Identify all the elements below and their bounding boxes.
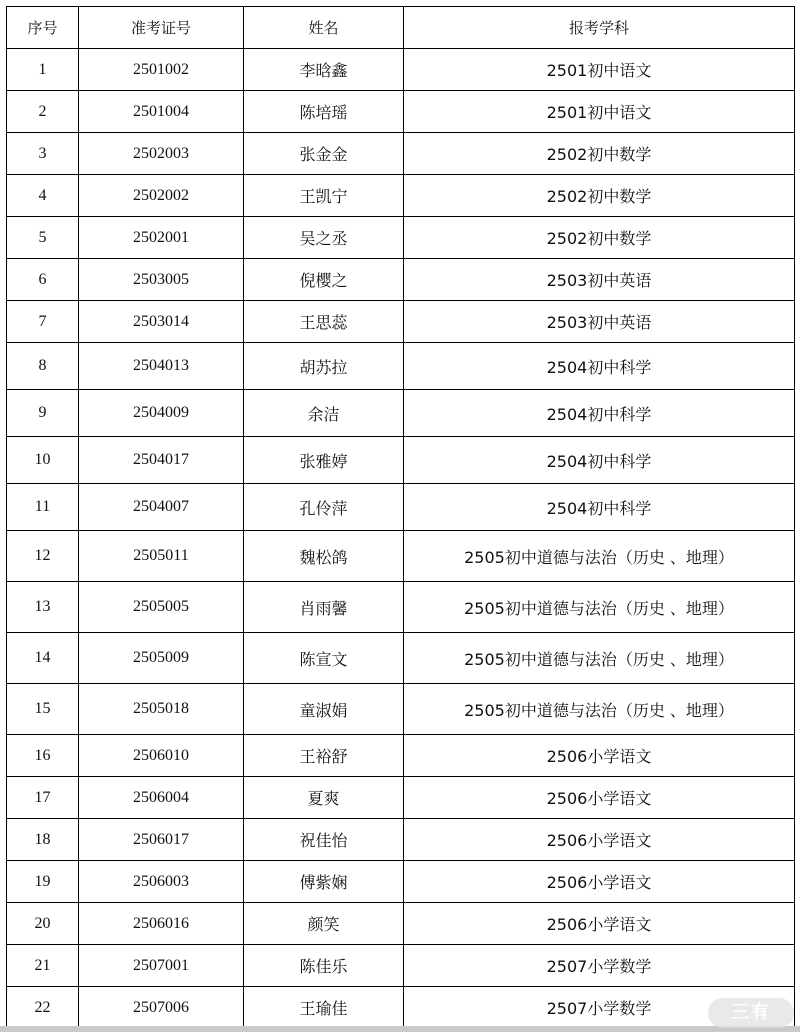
cell-serial-no: 18 — [7, 819, 79, 861]
bottom-scroll-edge — [0, 1026, 800, 1032]
cell-name: 张雅婷 — [244, 437, 404, 484]
cell-subject: 2501初中语文 — [404, 49, 795, 91]
table-row — [7, 531, 795, 582]
cell-subject: 2502初中数学 — [404, 133, 795, 175]
cell-name: 祝佳怡 — [244, 819, 404, 861]
cell-serial-no: 2 — [7, 91, 79, 133]
table-row — [7, 684, 795, 735]
cell-name: 倪樱之 — [244, 259, 404, 301]
cell-serial-no: 21 — [7, 945, 79, 987]
cell-exam-id: 2501004 — [79, 91, 244, 133]
cell-exam-id: 2504009 — [79, 390, 244, 437]
cell-name: 胡苏拉 — [244, 343, 404, 390]
cell-serial-no: 12 — [7, 531, 79, 582]
cell-exam-id: 2506003 — [79, 861, 244, 903]
cell-serial-no: 5 — [7, 217, 79, 259]
cell-exam-id: 2506010 — [79, 735, 244, 777]
cell-subject: 2505初中道德与法治（历史 、地理） — [404, 582, 795, 633]
table-row — [7, 49, 795, 91]
cell-serial-no: 17 — [7, 777, 79, 819]
cell-subject: 2506小学语文 — [404, 777, 795, 819]
cell-subject: 2507小学数学 — [404, 987, 795, 1029]
cell-exam-id: 2504017 — [79, 437, 244, 484]
cell-subject: 2506小学语文 — [404, 819, 795, 861]
cell-exam-id: 2503014 — [79, 301, 244, 343]
cell-exam-id: 2507006 — [79, 987, 244, 1029]
table-row — [7, 259, 795, 301]
cell-name: 陈培瑶 — [244, 91, 404, 133]
table-row — [7, 217, 795, 259]
cell-serial-no: 7 — [7, 301, 79, 343]
table-row — [7, 582, 795, 633]
cell-subject: 2506小学语文 — [404, 861, 795, 903]
cell-name: 夏爽 — [244, 777, 404, 819]
cell-serial-no: 11 — [7, 484, 79, 531]
cell-exam-id: 2506004 — [79, 777, 244, 819]
cell-serial-no: 10 — [7, 437, 79, 484]
table-row — [7, 437, 795, 484]
cell-name: 魏松鸽 — [244, 531, 404, 582]
table-row — [7, 91, 795, 133]
cell-name: 余洁 — [244, 390, 404, 437]
cell-exam-id: 2504013 — [79, 343, 244, 390]
table-row — [7, 735, 795, 777]
table-row — [7, 777, 795, 819]
cell-subject: 2503初中英语 — [404, 259, 795, 301]
cell-subject: 2505初中道德与法治（历史 、地理） — [404, 684, 795, 735]
cell-name: 王瑜佳 — [244, 987, 404, 1029]
cell-subject: 2506小学语文 — [404, 903, 795, 945]
cell-serial-no: 6 — [7, 259, 79, 301]
cell-serial-no: 13 — [7, 582, 79, 633]
header-exam-id: 准考证号 — [79, 7, 244, 49]
cell-subject: 2507小学数学 — [404, 945, 795, 987]
cell-subject: 2502初中数学 — [404, 175, 795, 217]
cell-exam-id: 2505009 — [79, 633, 244, 684]
table-row — [7, 903, 795, 945]
cell-subject: 2501初中语文 — [404, 91, 795, 133]
cell-name: 颜笑 — [244, 903, 404, 945]
cell-name: 吴之丞 — [244, 217, 404, 259]
cell-exam-id: 2503005 — [79, 259, 244, 301]
cell-serial-no: 15 — [7, 684, 79, 735]
cell-name: 陈佳乐 — [244, 945, 404, 987]
cell-name: 王裕舒 — [244, 735, 404, 777]
table-row — [7, 484, 795, 531]
cell-name: 孔伶萍 — [244, 484, 404, 531]
cell-serial-no: 14 — [7, 633, 79, 684]
cell-name: 肖雨馨 — [244, 582, 404, 633]
cell-serial-no: 19 — [7, 861, 79, 903]
table-row — [7, 819, 795, 861]
cell-serial-no: 20 — [7, 903, 79, 945]
table-row — [7, 343, 795, 390]
cell-subject: 2506小学语文 — [404, 735, 795, 777]
cell-serial-no: 9 — [7, 390, 79, 437]
cell-serial-no: 22 — [7, 987, 79, 1029]
cell-name: 王凯宁 — [244, 175, 404, 217]
cell-exam-id: 2506017 — [79, 819, 244, 861]
cell-subject: 2504初中科学 — [404, 484, 795, 531]
cell-serial-no: 1 — [7, 49, 79, 91]
admission-roster-table — [6, 6, 795, 1029]
table-row — [7, 175, 795, 217]
cell-exam-id: 2502003 — [79, 133, 244, 175]
cell-exam-id: 2505011 — [79, 531, 244, 582]
cell-exam-id: 2502001 — [79, 217, 244, 259]
cell-subject: 2504初中科学 — [404, 437, 795, 484]
cell-subject: 2504初中科学 — [404, 390, 795, 437]
header-subject: 报考学科 — [404, 7, 795, 49]
cell-subject: 2504初中科学 — [404, 343, 795, 390]
cell-exam-id: 2501002 — [79, 49, 244, 91]
cell-serial-no: 3 — [7, 133, 79, 175]
table-row — [7, 633, 795, 684]
cell-serial-no: 16 — [7, 735, 79, 777]
header-name: 姓名 — [244, 7, 404, 49]
cell-subject: 2505初中道德与法治（历史 、地理） — [404, 633, 795, 684]
cell-name: 王思蕊 — [244, 301, 404, 343]
cell-name: 傅紫娴 — [244, 861, 404, 903]
table-row — [7, 301, 795, 343]
cell-exam-id: 2505005 — [79, 582, 244, 633]
table-row — [7, 133, 795, 175]
cell-exam-id: 2504007 — [79, 484, 244, 531]
cell-name: 李晗鑫 — [244, 49, 404, 91]
cell-name: 张金金 — [244, 133, 404, 175]
cell-name: 童淑娟 — [244, 684, 404, 735]
table-row — [7, 987, 795, 1029]
cell-name: 陈宣文 — [244, 633, 404, 684]
watermark-logo: 三有 — [708, 998, 794, 1028]
table-row — [7, 945, 795, 987]
table-header-row — [7, 7, 795, 49]
cell-exam-id: 2502002 — [79, 175, 244, 217]
cell-subject: 2505初中道德与法治（历史 、地理） — [404, 531, 795, 582]
cell-serial-no: 4 — [7, 175, 79, 217]
cell-subject: 2502初中数学 — [404, 217, 795, 259]
table-row — [7, 861, 795, 903]
cell-exam-id: 2505018 — [79, 684, 244, 735]
cell-serial-no: 8 — [7, 343, 79, 390]
header-serial-no: 序号 — [7, 7, 79, 49]
table-row — [7, 390, 795, 437]
cell-exam-id: 2507001 — [79, 945, 244, 987]
cell-subject: 2503初中英语 — [404, 301, 795, 343]
cell-exam-id: 2506016 — [79, 903, 244, 945]
